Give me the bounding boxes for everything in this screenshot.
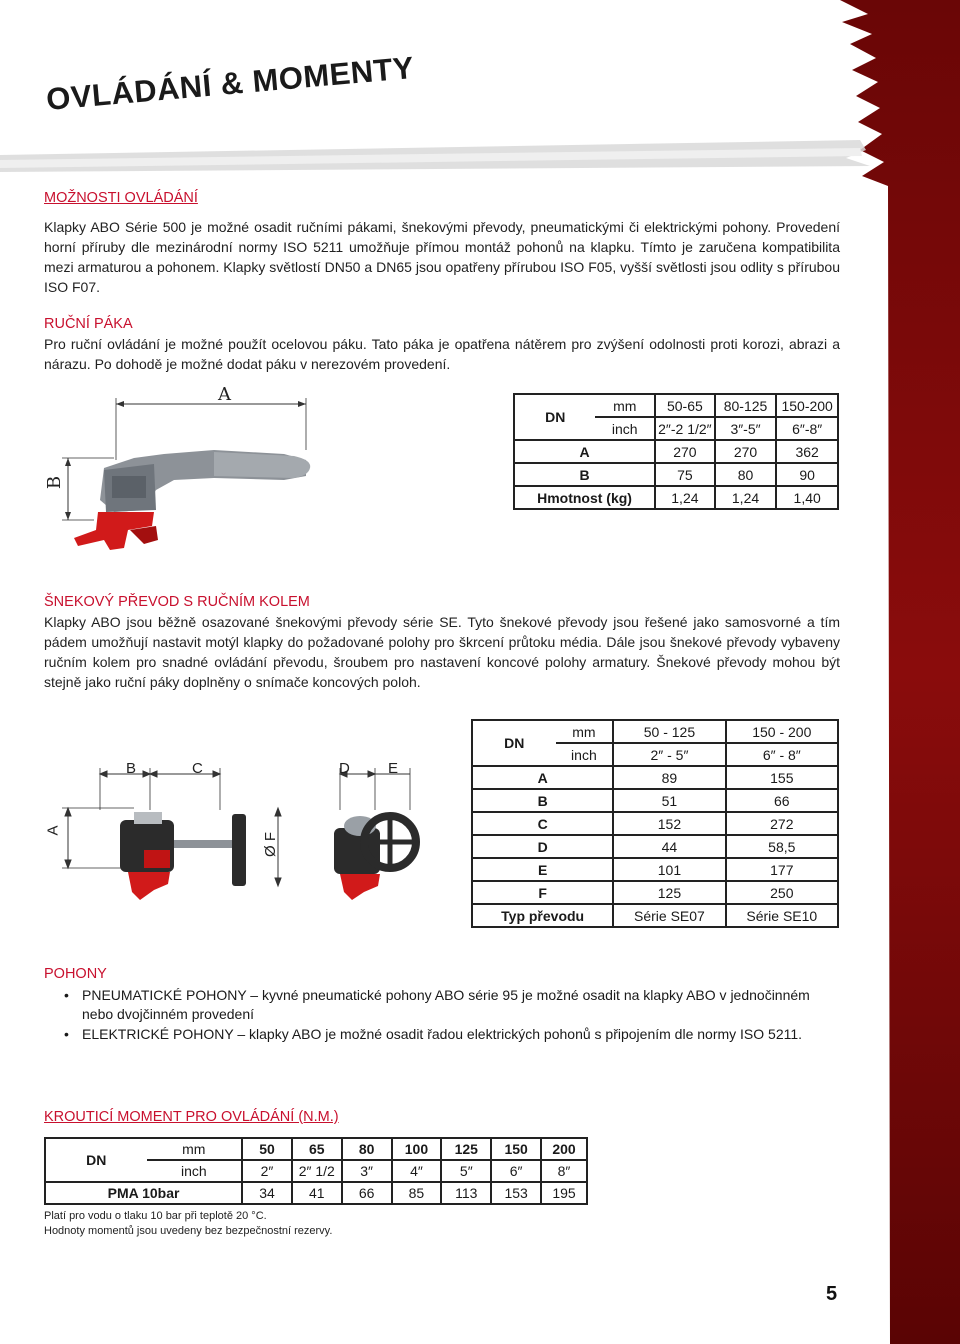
gear-row-a-0: 89 <box>613 766 725 789</box>
torque-dn-cell: DN <box>45 1138 147 1182</box>
lever-row-b-1: 80 <box>715 463 777 486</box>
pohony-list <box>44 986 844 1045</box>
torque-inch-0: 2″ <box>242 1160 292 1182</box>
heading-pohony: POHONY <box>44 966 107 982</box>
page-title: OVLÁDÁNÍ & MOMENTY <box>44 49 416 118</box>
dim-label-b: B <box>44 475 66 490</box>
gear-front-view <box>334 816 416 900</box>
gear-row-d-1: 58,5 <box>726 835 838 858</box>
torque-val-3: 85 <box>392 1182 442 1204</box>
pohony-item-electric: • ELEKTRICKÉ POHONY – klapky ABO je možné osadit řadou elektrických pohonů s připojením dle normy ISO 5211. <box>44 1025 844 1044</box>
heading-moment: KROUTICÍ MOMENT PRO OVLÁDÁNÍ (N.M.) <box>44 1109 339 1125</box>
gear-side-view <box>120 812 246 900</box>
gear-mm-label: mm <box>556 720 614 743</box>
gear-row-e-1: 177 <box>726 858 838 881</box>
torque-val-6: 195 <box>541 1182 587 1204</box>
heading-moznosti: MOŽNOSTI OVLÁDÁNÍ <box>44 190 198 206</box>
gear-row-d-0: 44 <box>613 835 725 858</box>
gear-mm-0: 50 - 125 <box>613 720 725 743</box>
lever-mm-0: 50-65 <box>655 394 715 417</box>
lever-row-b-2: 90 <box>776 463 838 486</box>
gear-dim-c: C <box>192 760 203 777</box>
gear-dim-e: E <box>388 760 399 777</box>
torque-mm-label: mm <box>147 1138 243 1160</box>
torque-val-4: 113 <box>441 1182 491 1204</box>
torque-row-label: PMA 10bar <box>45 1182 242 1204</box>
torque-val-1: 41 <box>292 1182 342 1204</box>
rucni-paka-text: Pro ruční ovládání je možné použít ocelovou páku. Tato páka je opatřena nátěrem pro zvýšení odolnosti proti korozi, abrazi a nárazu. Po dohodě je možné dodat páku v nerezovém provedení. <box>44 336 840 372</box>
heading-snekovy: ŠNEKOVÝ PŘEVOD S RUČNÍM KOLEM <box>44 594 310 610</box>
gear-row-c-1: 272 <box>726 812 838 835</box>
torque-inch-1: 2″ 1/2 <box>292 1160 342 1182</box>
lever-row-weight-0: 1,24 <box>655 486 715 509</box>
torque-inch-2: 3″ <box>342 1160 392 1182</box>
gear-row-f-0: 125 <box>613 881 725 904</box>
gear-row-c-0: 152 <box>613 812 725 835</box>
lever-row-b-label: B <box>514 463 655 486</box>
page-number: 5 <box>826 1283 838 1305</box>
gear-dim-d: D <box>339 760 350 777</box>
gear-row-f-label: F <box>472 881 613 904</box>
torque-val-0: 34 <box>242 1182 292 1204</box>
gear-row-e-0: 101 <box>613 858 725 881</box>
torque-mm-1: 65 <box>292 1138 342 1160</box>
gear-row-f-1: 250 <box>726 881 838 904</box>
gear-row-a-label: A <box>472 766 613 789</box>
gear-row-d-label: D <box>472 835 613 858</box>
gear-row-a-1: 155 <box>726 766 838 789</box>
torque-inch-5: 6″ <box>491 1160 541 1182</box>
snekovy-text: Klapky ABO jsou běžně osazované šnekovými převody série SE. Tyto šnekové převody jsou řešené jako samosvorné a tím pádem umožňují nastavit motýl klapky do požadované polohy pro škrcení průtoku média. Dále jsou šnekové převody vybaveny ručním kolem pro snadné ovládání převodu, šroubem pro nastavení koncové polohy armatury. Šnekové převody mohou být stejně jako ruční páky doplněny o snímače koncových poloh. <box>44 614 840 690</box>
lever-row-b-0: 75 <box>655 463 715 486</box>
lever-flange <box>74 512 158 550</box>
torque-inch-label: inch <box>147 1160 243 1182</box>
gear-inch-0: 2″ - 5″ <box>613 743 725 766</box>
gear-row-type-label: Typ převodu <box>472 904 613 927</box>
torque-inch-3: 4″ <box>392 1160 442 1182</box>
torque-mm-2: 80 <box>342 1138 392 1160</box>
lever-mm-2: 150-200 <box>776 394 838 417</box>
pohony-item-pneumatic: • PNEUMATICKÉ POHONY – kyvné pneumatické pohony ABO série 95 je možné osadit na klapky ABO v jednočinném nebo dvojčinném provedení <box>44 986 844 1024</box>
torque-mm-3: 100 <box>392 1138 442 1160</box>
torque-inch-6: 8″ <box>541 1160 587 1182</box>
gear-dim-a: A <box>44 825 62 836</box>
gear-table <box>471 719 839 928</box>
torque-note-1: Platí pro vodu o tlaku 10 bar při teplotě 20 °C. <box>44 1210 267 1222</box>
moznosti-text: Klapky ABO Série 500 je možné osadit ručními pákami, šnekovými převody, pneumatickými či elektrickými pohony. Provedení horní příruby dle mezinárodní normy ISO 5211 umožňuje přímou montáž pohonů na klapku. Tímto je zaručena kompatibilita mezi armaturou a pohonem. Klapky světlostí DN50 a DN65 jsou opatřeny přírubou ISO F05, vyšší světlosti jsou odlity s přírubou ISO F07. <box>44 219 840 295</box>
lever-row-weight-label: Hmotnost (kg) <box>514 486 655 509</box>
lever-table-grid <box>513 393 839 510</box>
torque-mm-5: 150 <box>491 1138 541 1160</box>
lever-row-weight-1: 1,24 <box>715 486 777 509</box>
lever-inch-1: 3″-5″ <box>715 417 777 440</box>
lever-mm-1: 80-125 <box>715 394 777 417</box>
gear-dn-cell: DN <box>472 720 556 766</box>
dim-label-a: A <box>218 384 231 405</box>
heading-rucni-paka: RUČNÍ PÁKA <box>44 316 133 332</box>
torque-note-2: Hodnoty momentů jsou uvedeny bez bezpečnostní rezervy. <box>44 1225 333 1237</box>
lever-mm-label: mm <box>595 394 655 417</box>
lever-inch-label: inch <box>595 417 655 440</box>
torque-val-2: 66 <box>342 1182 392 1204</box>
torque-mm-0: 50 <box>242 1138 292 1160</box>
gear-dim-b: B <box>126 760 137 777</box>
gear-row-c-label: C <box>472 812 613 835</box>
gear-mm-1: 150 - 200 <box>726 720 838 743</box>
gear-inch-label: inch <box>556 743 614 766</box>
torque-mm-6: 200 <box>541 1138 587 1160</box>
lever-row-a-label: A <box>514 440 655 463</box>
gear-row-type-1: Série SE10 <box>726 904 838 927</box>
gear-dim-f: Ø F <box>262 832 279 857</box>
torque-table <box>44 1137 588 1205</box>
lever-inch-0: 2″-2 1/2″ <box>655 417 715 440</box>
lever-row-a-0: 270 <box>655 440 715 463</box>
gear-row-b-1: 66 <box>726 789 838 812</box>
lever-dn-cell: DN <box>514 394 595 440</box>
gear-row-b-0: 51 <box>613 789 725 812</box>
gear-row-e-label: E <box>472 858 613 881</box>
lever-row-weight-2: 1,40 <box>776 486 838 509</box>
lever-drawing <box>44 380 334 560</box>
gear-drawing <box>44 750 444 900</box>
torque-mm-4: 125 <box>441 1138 491 1160</box>
lever-inch-2: 6″-8″ <box>776 417 838 440</box>
gear-inch-1: 6″ - 8″ <box>726 743 838 766</box>
torque-inch-4: 5″ <box>441 1160 491 1182</box>
lever-row-a-2: 362 <box>776 440 838 463</box>
torque-val-5: 153 <box>491 1182 541 1204</box>
gear-row-b-label: B <box>472 789 613 812</box>
gear-row-type-0: Série SE07 <box>613 904 725 927</box>
lever-row-a-1: 270 <box>715 440 777 463</box>
lever-body <box>100 450 310 512</box>
